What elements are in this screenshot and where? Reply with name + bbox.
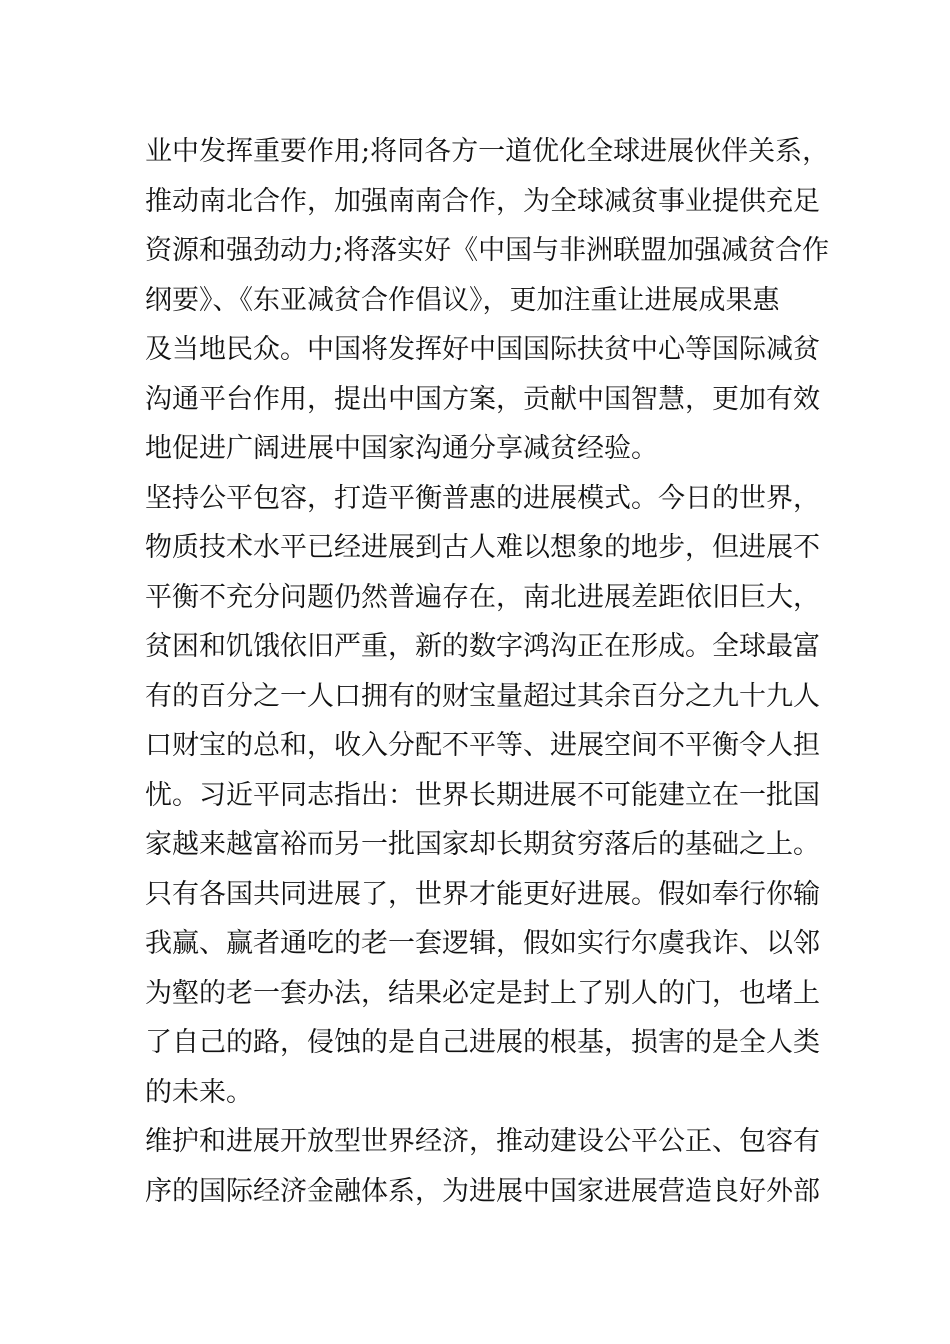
text-line: 业中发挥重要作用;将同各方一道优化全球进展伙伴关系，: [145, 136, 830, 167]
text-line: 沟通平台作用，提出中国方案，贡献中国智慧，更加有效: [145, 383, 820, 415]
text-line: 忧。习近平同志指出：世界长期进展不可能建立在一批国: [145, 779, 820, 811]
text-line: 的未来。: [145, 1076, 253, 1108]
text-line: 物质技术水平已经进展到古人难以想象的地步，但进展不: [145, 532, 820, 563]
text-line: 只有各国共同进展了，世界才能更好进展。假如奉行你输: [145, 878, 820, 910]
text-line: 口财宝的总和，收入分配不平等、进展空间不平衡令人担: [145, 730, 820, 761]
text-line: 为壑的老一套办法，结果必定是封上了别人的门，也堵上: [145, 977, 820, 1009]
text-line: 维护和进展开放型世界经济，推动建设公平公正、包容有: [145, 1126, 820, 1157]
body-text: [145, 127, 830, 1216]
text-line: 纲要》、《东亚减贫合作倡议》，更加注重让进展成果惠: [145, 284, 780, 316]
text-line: 平衡不充分问题仍然普遍存在，南北进展差距依旧巨大，: [145, 581, 820, 613]
text-line: 及当地民众。中国将发挥好中国国际扶贫中心等国际减贫: [145, 334, 820, 365]
text-line: 地促进广阔进展中国家沟通分享减贫经验。: [145, 433, 658, 464]
text-line: 我赢、赢者通吃的老一套逻辑，假如实行尔虞我诈、以邻: [145, 928, 820, 959]
text-line: 资源和强劲动力;将落实好《中国与非洲联盟加强减贫合作: [145, 235, 830, 266]
text-line: 序的国际经济金融体系，为进展中国家进展营造良好外部: [145, 1175, 820, 1207]
text-line: 贫困和饥饿依旧严重，新的数字鸿沟正在形成。全球最富: [145, 631, 820, 662]
text-line: 推动南北合作，加强南南合作，为全球减贫事业提供充足: [145, 185, 820, 217]
text-line: 了自己的路，侵蚀的是自己进展的根基，损害的是全人类: [145, 1027, 820, 1058]
text-line: 家越来越富裕而另一批国家却长期贫穷落后的基础之上。: [145, 829, 820, 860]
text-line: 坚持公平包容，打造平衡普惠的进展模式。今日的世界，: [145, 482, 820, 514]
text-line: 有的百分之一人口拥有的财宝量超过其余百分之九十九人: [145, 680, 820, 712]
